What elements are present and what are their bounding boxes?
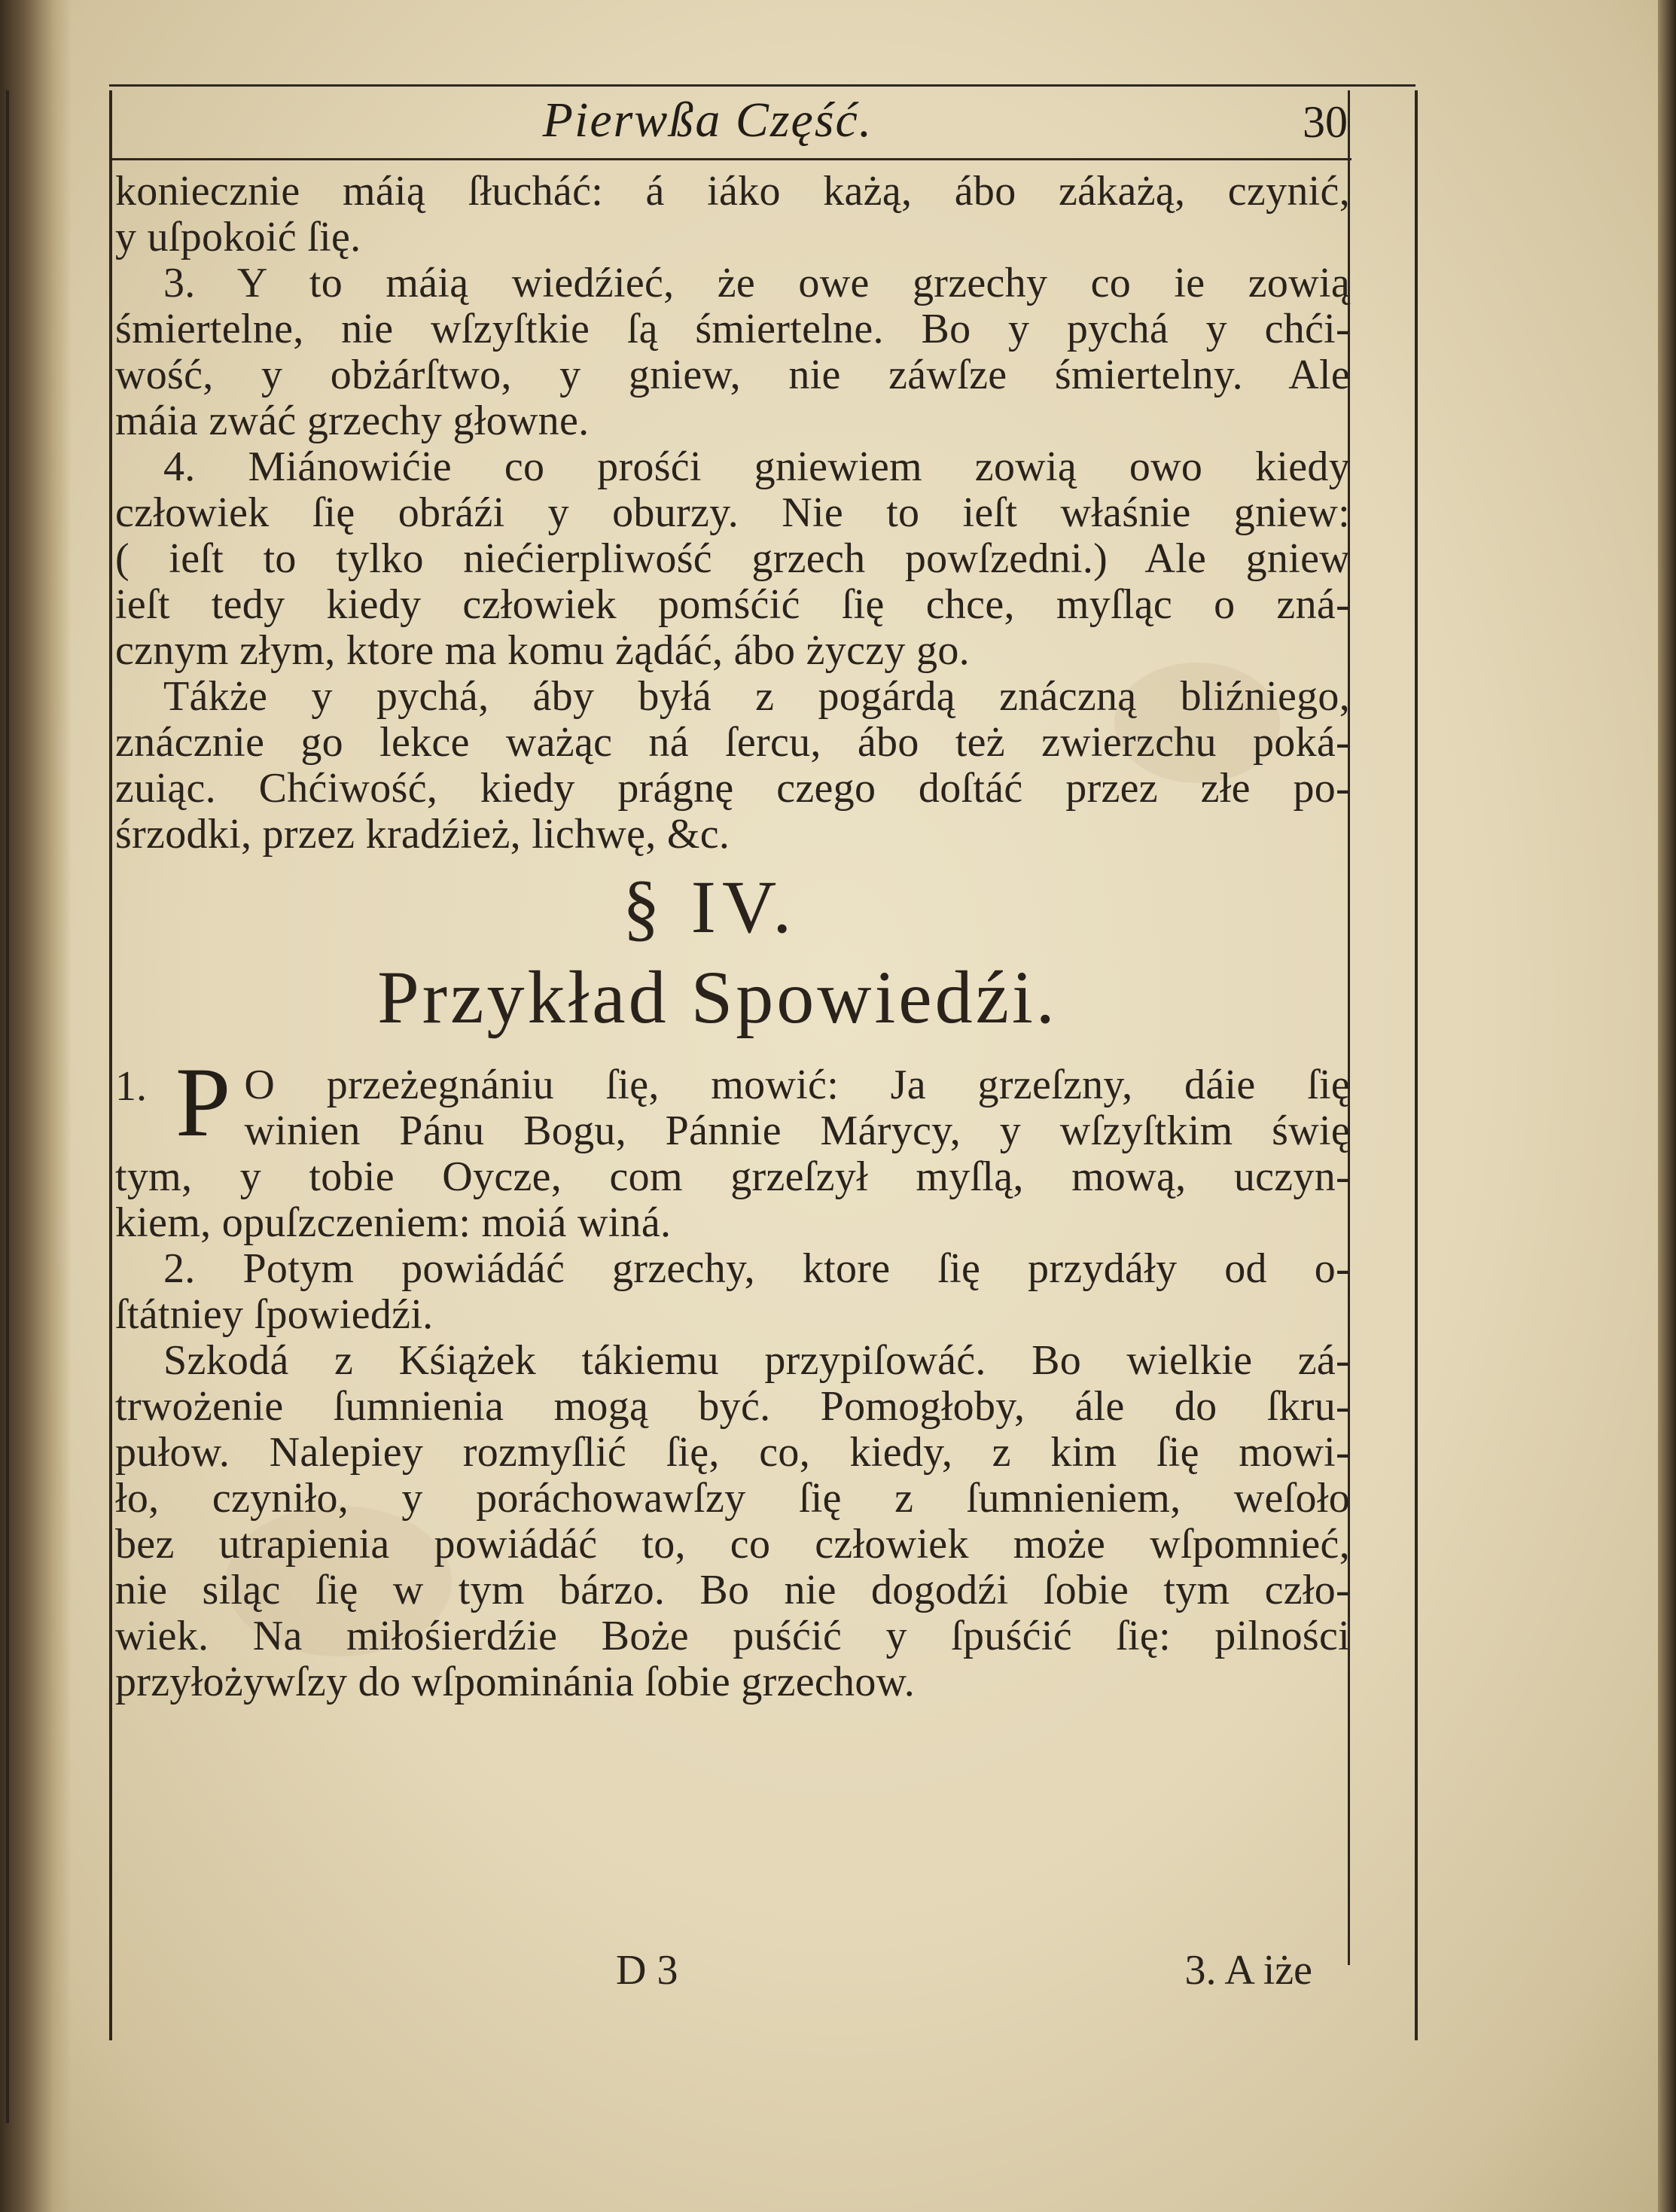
text-line: O przeżegnániu ſię, mowić: Ja grzeſzny, dáie ſię [244,1062,1350,1108]
page-body [115,169,1350,1705]
text-block-1 [115,169,1350,858]
text-line: winien Pánu Bogu, Pánnie Márycy, y wſzyſtkim świę [244,1108,1350,1154]
text-line: kiem, opuſzczeniem: moiá winá. [115,1199,672,1246]
text-line: cznym złym, ktore ma komu żądáć, ábo życzy go. [115,627,970,674]
page-edge-shadow [1658,0,1676,2212]
text-line: ſtátniey ſpowiedźi. [115,1291,434,1338]
paragraph-number: 1. [115,1063,147,1110]
text-line: śmiertelne, nie wſzyſtkie ſą śmiertelne. Bo y pychá y chći- [115,306,1350,352]
text-line: zuiąc. Chćiwość, kiedy prágnę czego doſtáć przez złe po- [115,765,1350,812]
text-line: wiek. Na miłośierdźie Boże puśćić y ſpuśćić ſię: pilności [115,1613,1350,1659]
text-line: nie siląc ſię w tym bárzo. Bo nie dogodźi ſobie tym czło- [115,1567,1350,1613]
text-line: znácznie go lekce ważąc ná ſercu, ábo też zwierzchu poká- [115,719,1350,766]
text-line: koniecznie máią ſłucháć: á iáko każą, ábo zákażą, czynić, [115,168,1350,215]
text-line: ieſt tedy kiedy człowiek pomśćić ſię chce, myſląc o zná- [115,581,1350,628]
text-line: trwożenie ſumnienia mogą być. Pomogłoby, ále do ſkru- [115,1383,1350,1430]
text-line: tym, y tobie Oycze, com grzeſzył myſlą, mową, uczyn- [115,1153,1350,1200]
text-line: człowiek ſię obráźi y oburzy. Nie to ieſt właśnie gniew: [115,489,1350,536]
header-rule-top [109,84,1415,87]
text-block-2 [115,1154,1350,1705]
text-line: pułow. Nalepiey rozmyſlić ſię, co, kiedy, z kim ſię mowi- [115,1429,1350,1476]
text-line: bez utrapienia powiádáć to, co człowiek może wſpomnieć, [115,1521,1350,1568]
text-line: 2. Potym powiádáć grzechy, ktore ſię przydáły od o- [163,1245,1350,1292]
drop-cap: P [175,1056,231,1154]
page-footer [115,1946,1350,1999]
text-line: ( ieſt to tylko niećierpliwość grzech powſzedni.) Ale gniew [115,535,1350,582]
catchword: 3. A iże [1184,1947,1312,1994]
text-line: 4. Miánowićie co prośći gniewiem zowią owo kiedy [163,443,1350,490]
page-number: 30 [1303,97,1348,147]
text-line: śrzodki, przez kradźież, lichwę, &c. [115,811,730,858]
section-title: Przykład Spowiedźi. [377,955,1058,1039]
section-number: § IV. [622,865,798,949]
text-line: 3. Y to máią wiedźieć, że owe grzechy co ie zowią [163,260,1350,306]
paragraph-1 [115,1056,1350,1154]
text-line: Tákże y pychá, áby byłá z pogárdą znáczną bliźniego, [163,673,1350,720]
book-gutter [0,0,72,2212]
running-head: Pierwßa Część. [542,93,873,148]
signature-mark: D 3 [616,1947,678,1994]
text-line: Szkodá z Kśiążek tákiemu przypiſowáć. Bo wielkie zá- [163,1337,1350,1384]
text-line: wość, y obżárſtwo, y gniew, nie záwſze śmiertelny. Ale [115,352,1350,398]
text-line: ło, czyniło, y poráchowawſzy ſię z ſumnieniem, weſoło [115,1475,1350,1522]
facing-page-rule [6,90,9,2123]
text-line: y uſpokoić ſię. [115,214,361,261]
text-line: przyłożywſzy do wſpominánia ſobie grzechow. [115,1659,916,1705]
text-line: máia zwáć grzechy głowne. [115,398,590,444]
